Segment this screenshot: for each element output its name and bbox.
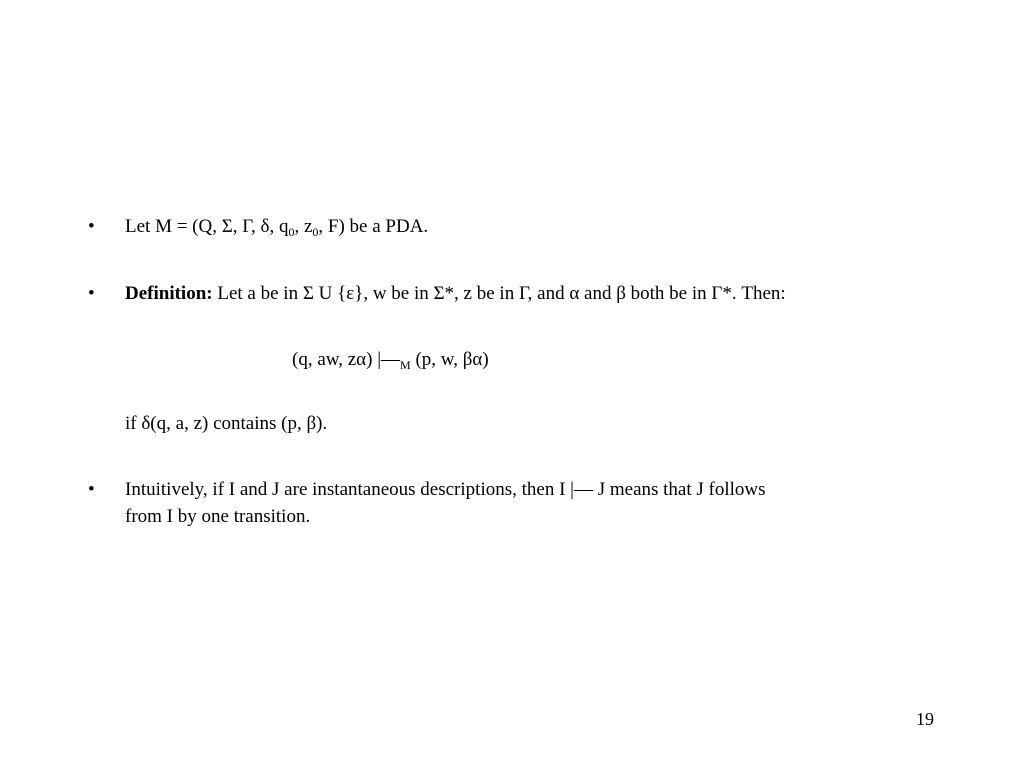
transition-text-a: (q, aw, zα) |—	[292, 349, 401, 370]
definition-text: Let a be in Σ U {ε}, w be in Σ*, z be in Γ, and α and β both be in Γ*. Then:	[212, 283, 786, 304]
condition-line: if δ(q, a, z) contains (p, β).	[125, 413, 328, 434]
bullet-marker: •	[88, 216, 95, 237]
pda-definition-line	[125, 213, 428, 240]
pda-text-c: , F) be a PDA.	[318, 216, 429, 237]
pda-text-a: Let M = (Q, Σ, Γ, δ, q	[125, 216, 289, 237]
transition-text-b: (p, w, βα)	[410, 349, 489, 370]
definition-label: Definition:	[125, 283, 213, 304]
intuition-line-2: from I by one transition.	[125, 506, 311, 527]
page-number: 19	[916, 709, 934, 729]
definition-line	[125, 280, 786, 307]
intuition-line-1: Intuitively, if I and J are instantaneous descriptions, then I |— J means that J follows	[125, 479, 766, 500]
bullet-marker: •	[88, 479, 95, 500]
transition-formula	[292, 346, 489, 373]
z0-subscript: 0	[312, 225, 319, 239]
pda-text-b: , z	[294, 216, 313, 237]
transition-subscript: M	[400, 358, 411, 372]
bullet-marker: •	[88, 283, 95, 304]
q0-subscript: 0	[288, 225, 295, 239]
